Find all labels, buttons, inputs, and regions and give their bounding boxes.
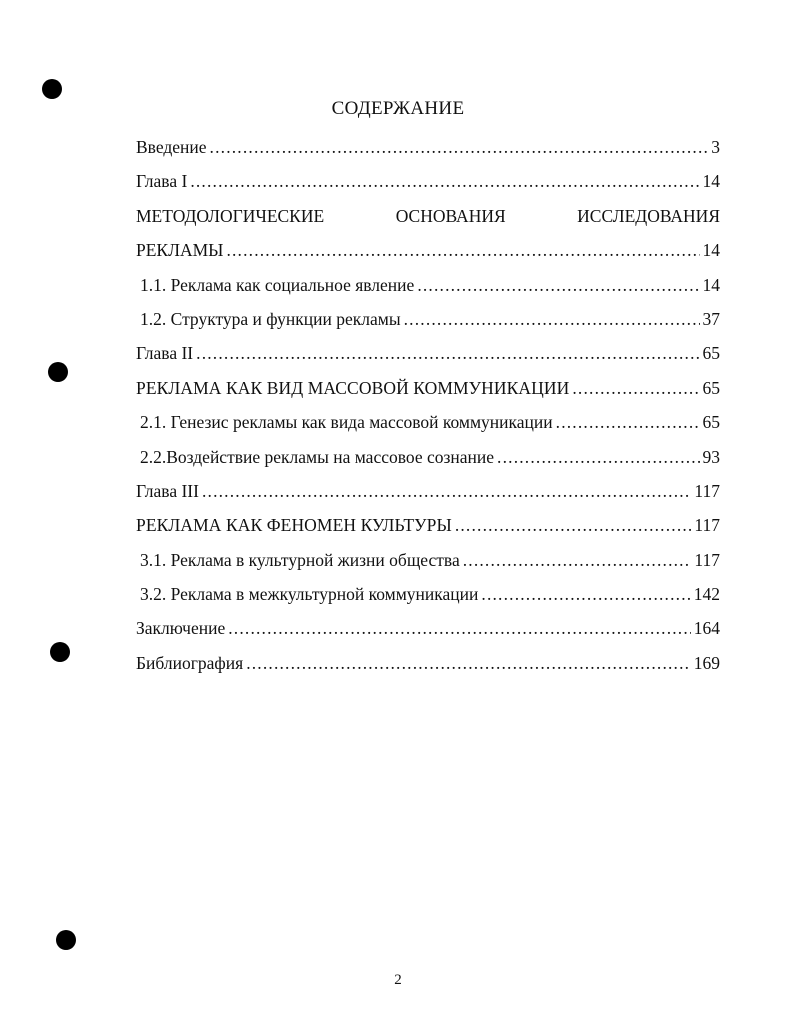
toc-entry-chapter-2[interactable] <box>136 340 720 374</box>
toc-entry-label: 1.1. Реклама как социальное явление <box>140 274 415 295</box>
punch-hole <box>48 362 68 382</box>
toc-entry-section-2-1[interactable] <box>136 409 720 443</box>
dot-leader <box>455 512 692 538</box>
punch-hole <box>56 930 76 950</box>
toc-entry-page: 65 <box>702 377 720 398</box>
dot-leader <box>190 168 699 194</box>
toc-entry-section-1-1[interactable] <box>136 272 720 306</box>
dot-leader <box>572 375 699 401</box>
toc-entry-label: 1.2. Структура и функции рекламы <box>140 308 401 329</box>
toc-entry-page: 37 <box>702 308 720 329</box>
toc-entry-page: 3 <box>711 137 720 157</box>
toc-entry-label: РЕКЛАМА КАК ВИД МАССОВОЙ КОММУНИКАЦИИ <box>136 377 570 398</box>
toc-entry-chapter-3-title[interactable] <box>136 512 720 546</box>
toc-entry-page: 14 <box>702 171 720 192</box>
dot-leader <box>556 409 700 435</box>
toc-entry-chapter-1[interactable] <box>136 168 720 202</box>
dot-leader <box>196 340 699 366</box>
heading-word: ОСНОВАНИЯ <box>395 205 506 226</box>
toc-entry-label: Библиография <box>136 652 244 673</box>
toc-entry-page: 14 <box>702 274 720 295</box>
toc-entry-section-1-2[interactable] <box>136 306 720 340</box>
dot-leader <box>463 547 692 573</box>
toc-entry-label: Глава III <box>136 480 199 501</box>
toc-entry-page: 117 <box>694 515 720 536</box>
toc-entry-section-3-1[interactable] <box>136 547 720 581</box>
toc-chapter-1-heading-line <box>136 203 720 237</box>
toc-entry-label: 3.2. Реклама в межкультурной коммуникации <box>140 584 479 605</box>
heading-word: ИССЛЕДОВАНИЯ <box>577 205 720 226</box>
dot-leader <box>404 306 700 332</box>
dot-leader <box>226 237 699 263</box>
toc-entry-label: Глава II <box>136 343 194 364</box>
toc-entry-chapter-2-title[interactable] <box>136 375 720 409</box>
dot-leader <box>497 444 699 470</box>
dot-leader <box>210 134 709 160</box>
toc-entry-page: 142 <box>693 584 720 605</box>
toc-entry-page: 117 <box>694 549 720 570</box>
toc-entry-label: Введение <box>136 137 207 157</box>
toc-entry-label: РЕКЛАМА КАК ФЕНОМЕН КУЛЬТУРЫ <box>136 515 452 536</box>
toc-entry-section-3-2[interactable] <box>136 581 720 615</box>
page-number: 2 <box>394 972 402 988</box>
toc-entry-bibliography[interactable] <box>136 650 720 684</box>
toc-entry-page: 169 <box>693 652 720 673</box>
toc-entry-chapter-3[interactable] <box>136 478 720 512</box>
table-of-contents <box>136 134 720 684</box>
toc-entry-page: 65 <box>702 412 720 433</box>
toc-entry-label: Заключение <box>136 618 226 639</box>
toc-entry-chapter-1-title[interactable] <box>136 237 720 271</box>
toc-entry-page: 164 <box>693 618 720 639</box>
toc-entry-page: 14 <box>702 240 720 261</box>
toc-entry-page: 117 <box>694 480 720 501</box>
heading-word: МЕТОДОЛОГИЧЕСКИЕ <box>136 205 325 226</box>
page-title: СОДЕРЖАНИЕ <box>331 98 465 119</box>
punch-hole <box>50 642 70 662</box>
toc-entry-section-2-2[interactable] <box>136 444 720 478</box>
toc-entry-label: 2.2.Воздействие рекламы на массовое сознание <box>140 446 495 467</box>
toc-entry-page: 93 <box>702 446 720 467</box>
dot-leader <box>417 272 699 298</box>
dot-leader <box>202 478 691 504</box>
punch-hole <box>42 79 62 99</box>
toc-entry-label: РЕКЛАМЫ <box>136 240 224 261</box>
toc-entry-label: 2.1. Генезис рекламы как вида массовой коммуникации <box>140 412 553 433</box>
toc-entry-label: Глава I <box>136 171 188 192</box>
toc-entry-page: 65 <box>702 343 720 364</box>
dot-leader <box>228 615 691 641</box>
toc-entry-label: 3.1. Реклама в культурной жизни общества <box>140 549 460 570</box>
dot-leader <box>481 581 690 607</box>
toc-entry-introduction[interactable] <box>136 134 720 168</box>
toc-entry-conclusion[interactable] <box>136 615 720 649</box>
dot-leader <box>246 650 691 676</box>
